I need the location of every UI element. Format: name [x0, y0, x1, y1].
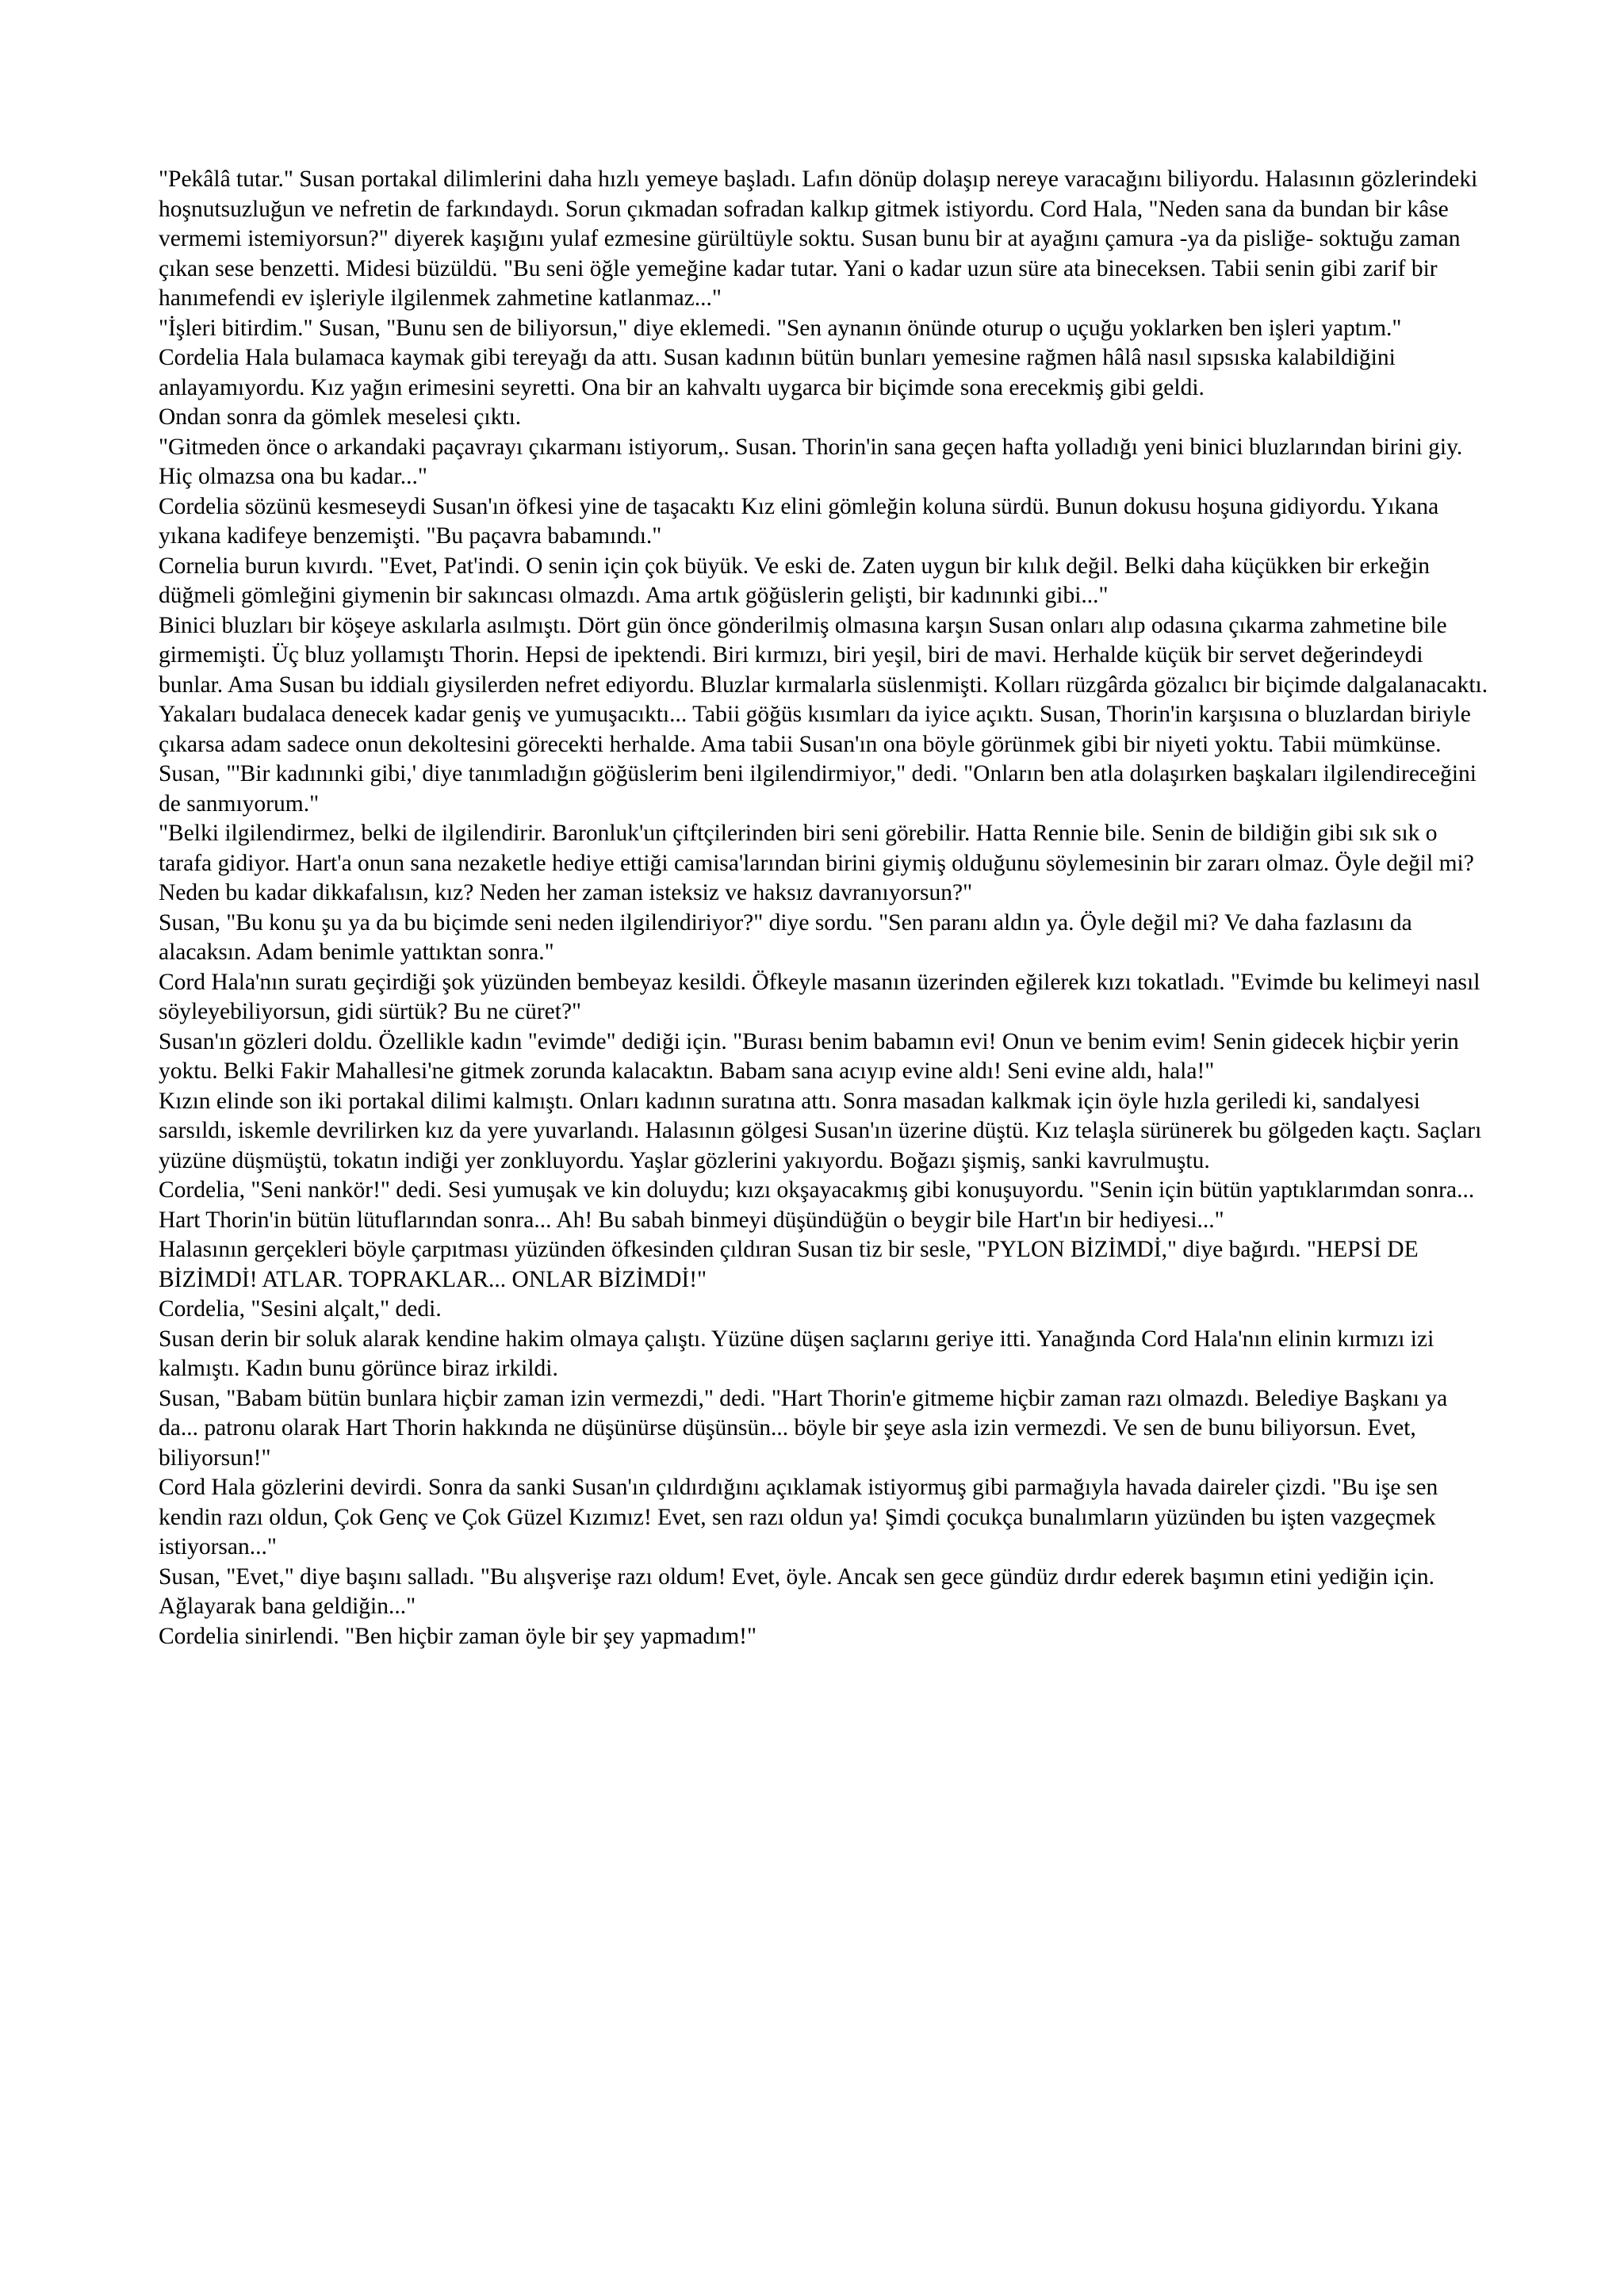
paragraph: Cordelia sözünü kesmeseydi Susan'ın öfkesi yine de taşacaktı Kız elini gömleğin koluna sürdü. Bunun dokusu hoşuna gidiyordu. Yıkana yıkana kadifeye benzemişti. "Bu paçavra babamındı.": [159, 493, 1439, 549]
paragraph: Cord Hala'nın suratı geçirdiği şok yüzünden bembeyaz kesildi. Öfkeyle masanın üzerinden eğilerek kızı tokatladı. "Evimde bu kelimeyi nasıl söyleyebiliyorsun, gidi sürtük? Bu ne cüret?": [159, 969, 1480, 1024]
paragraph: "Belki ilgilendirmez, belki de ilgilendirir. Baronluk'un çiftçilerinden biri seni görebilir. Hatta Rennie bile. Senin de bildiğin gibi sık sık o tarafa gidiyor. Hart'a onun sana nezaketle hediye ettiği camisa'larından birini giymiş olduğunu söylemesinin bir zararı olmaz. Öyle değil mi? Neden bu kadar dikkafalısın, kız? Neden her zaman isteksiz ve haksız davranıyorsun?": [159, 821, 1474, 905]
paragraph: Binici bluzları bir köşeye askılarla asılmıştı. Dört gün önce gönderilmiş olmasına karşın Susan onları alıp odasına çıkarma zahmetine bile girmemişti. Üç bluz yollamıştı Thorin. Hepsi de ipektendi. Biri kırmızı, biri yeşil, biri de mavi. Herhalde küçük bir servet değerindeydi bunlar. Ama Susan bu iddialı giysilerden nefret ediyordu. Bluzlar kırmalarla süslenmişti. Kolları rüzgârda gözalıcı bir biçimde dalgalanacaktı. Yakaları budalaca denecek kadar geniş ve yumuşacıktı... Tabii göğüs kısımları da iyice açıktı. Susan, Thorin'in karşısına o bluzlardan biriyle çıkarsa adam sadece onun dekoltesini görecekti herhalde. Ama tabii Susan'ın ona böyle görünmek gibi bir niyeti yoktu. Tabii mümkünse.: [159, 612, 1488, 757]
paragraph: Susan'ın gözleri doldu. Özellikle kadın "evimde" dediği için. "Burası benim babamın evi! Onun ve benim evim! Senin gidecek hiçbir yerin yoktu. Belki Fakir Mahallesi'ne gitmek zorunda kalacaktın. Babam sana acıyıp evine aldı! Seni evine aldı, hala!": [159, 1028, 1459, 1084]
paragraph: Ondan sonra da gömlek meselesi çıktı.: [159, 404, 522, 430]
paragraph: Susan, "'Bir kadınınki gibi,' diye tanımladığın göğüslerim beni ilgilendirmiyor," dedi. "Onların ben atla dolaşırken başkaları ilgilendireceğini de sanmıyorum.": [159, 761, 1477, 817]
paragraph: Cordelia Hala bulamaca kaymak gibi tereyağı da attı. Susan kadının bütün bunları yemesine rağmen hâlâ nasıl sıpsıska kalabildiğini anlayamıyordu. Kız yağın erimesini seyretti. Ona bir an kahvaltı uygarca bir biçimde sona erecekmiş gibi geldi.: [159, 345, 1396, 400]
paragraph: Kızın elinde son iki portakal dilimi kalmıştı. Onları kadının suratına attı. Sonra masadan kalkmak için öyle hızla geriledi ki, sandalyesi sarsıldı, iskemle devrilirken kız da yere yuvarlandı. Halasının gölgesi Susan'ın üzerine düştü. Kız telaşla sürünerek bu gölgeden kaçtı. Saçları yüzüne düşmüştü, tokatın indiği yer zonkluyordu. Yaşlar gözlerini yakıyordu. Boğazı şişmiş, sanki kavrulmuştu.: [159, 1088, 1482, 1173]
paragraph: "Pekâlâ tutar." Susan portakal dilimlerini daha hızlı yemeye başladı. Lafın dönüp dolaşıp nereye varacağını biliyordu. Halasının gözlerindeki hoşnutsuzluğun ve nefretin de farkındaydı. Sorun çıkmadan sofradan kalkıp gitmek istiyordu. Cord Hala, "Neden sana da bundan bir kâse vermemi istemiyorsun?" diyerek kaşığını yulaf ezmesine gürültüyle soktu. Susan bunu bir at ayağını çamura -ya da pisliğe- soktuğu zaman çıkan sese benzetti. Midesi büzüldü. "Bu seni öğle yemeğine kadar tutar. Yani o kadar uzun süre ata bineceksen. Tabii senin gibi zarif bir hanımefendi ev işleriyle ilgilenmek zahmetine katlanmaz...": [159, 166, 1478, 311]
paragraph: Susan, "Bu konu şu ya da bu biçimde seni neden ilgilendiriyor?" diye sordu. "Sen paranı aldın ya. Öyle değil mi? Ve daha fazlasını da alacaksın. Adam benimle yattıktan sonra.": [159, 909, 1412, 965]
paragraph: Halasının gerçekleri böyle çarpıtması yüzünden öfkesinden çıldıran Susan tiz bir sesle, "PYLON BİZİMDİ," diye bağırdı. "HEPSİ DE BİZİMDİ! ATLAR. TOPRAKLAR... ONLAR BİZİMDİ!": [159, 1237, 1419, 1292]
paragraph: Susan, "Babam bütün bunlara hiçbir zaman izin vermezdi," dedi. "Hart Thorin'e gitmeme hiçbir zaman razı olmazdı. Belediye Başkanı ya da... patronu olarak Hart Thorin hakkında ne düşünürse düşünsün... böyle bir şeye asla izin vermezdi. Ve sen de bunu biliyorsun. Evet, biliyorsun!": [159, 1385, 1448, 1471]
document-page: [159, 165, 1491, 1651]
paragraph: Cord Hala gözlerini devirdi. Sonra da sanki Susan'ın çıldırdığını açıklamak istiyormuş gibi parmağıyla havada daireler çizdi. "Bu işe sen kendin razı oldun, Çok Genç ve Çok Güzel Kızımız! Evet, sen razı oldun ya! Şimdi çocukça bunalımların yüzünden bu işten vazgeçmek istiyorsan...": [159, 1475, 1438, 1559]
paragraph: Susan derin bir soluk alarak kendine hakim olmaya çalıştı. Yüzüne düşen saçlarını geriye itti. Yanağında Cord Hala'nın elinin kırmızı izi kalmıştı. Kadın bunu görünce biraz irkildi.: [159, 1326, 1434, 1381]
paragraph: Susan, "Evet," diye başını salladı. "Bu alışverişe razı oldum! Evet, öyle. Ancak sen gece gündüz dırdır ederek başımın etini yediğin için. Ağlayarak bana geldiğin...": [159, 1563, 1435, 1619]
paragraph: "İşleri bitirdim." Susan, "Bunu sen de biliyorsun," diye eklemedi. "Sen aynanın önünde oturup o uçuğu yoklarken ben işleri yaptım.": [159, 315, 1402, 341]
paragraph: Cordelia, "Seni nankör!" dedi. Sesi yumuşak ve kin doluydu; kızı okşayacakmış gibi konuşuyordu. "Senin için bütün yaptıklarımdan sonra... Hart Thorin'in bütün lütuflarından sonra... Ah! Bu sabah binmeyi düşündüğün o beygir bile Hart'ın bir hediyesi...": [159, 1177, 1475, 1233]
paragraph: "Gitmeden önce o arkandaki paçavrayı çıkarmanı istiyorum,. Susan. Thorin'in sana geçen hafta yolladığı yeni binici bluzlarından birini giy. Hiç olmazsa ona bu kadar...": [159, 434, 1463, 489]
paragraph: Cornelia burun kıvırdı. "Evet, Pat'indi. O senin için çok büyük. Ve eski de. Zaten uygun bir kılık değil. Belki daha küçükken bir erkeğin düğmeli gömleğini giymenin bir sakıncası olmazdı. Ama artık göğüslerin gelişti, bir kadınınki gibi...": [159, 553, 1430, 608]
paragraph: Cordelia sinirlendi. "Ben hiçbir zaman öyle bir şey yapmadım!": [159, 1623, 757, 1649]
paragraph: Cordelia, "Sesini alçalt," dedi.: [159, 1296, 442, 1322]
